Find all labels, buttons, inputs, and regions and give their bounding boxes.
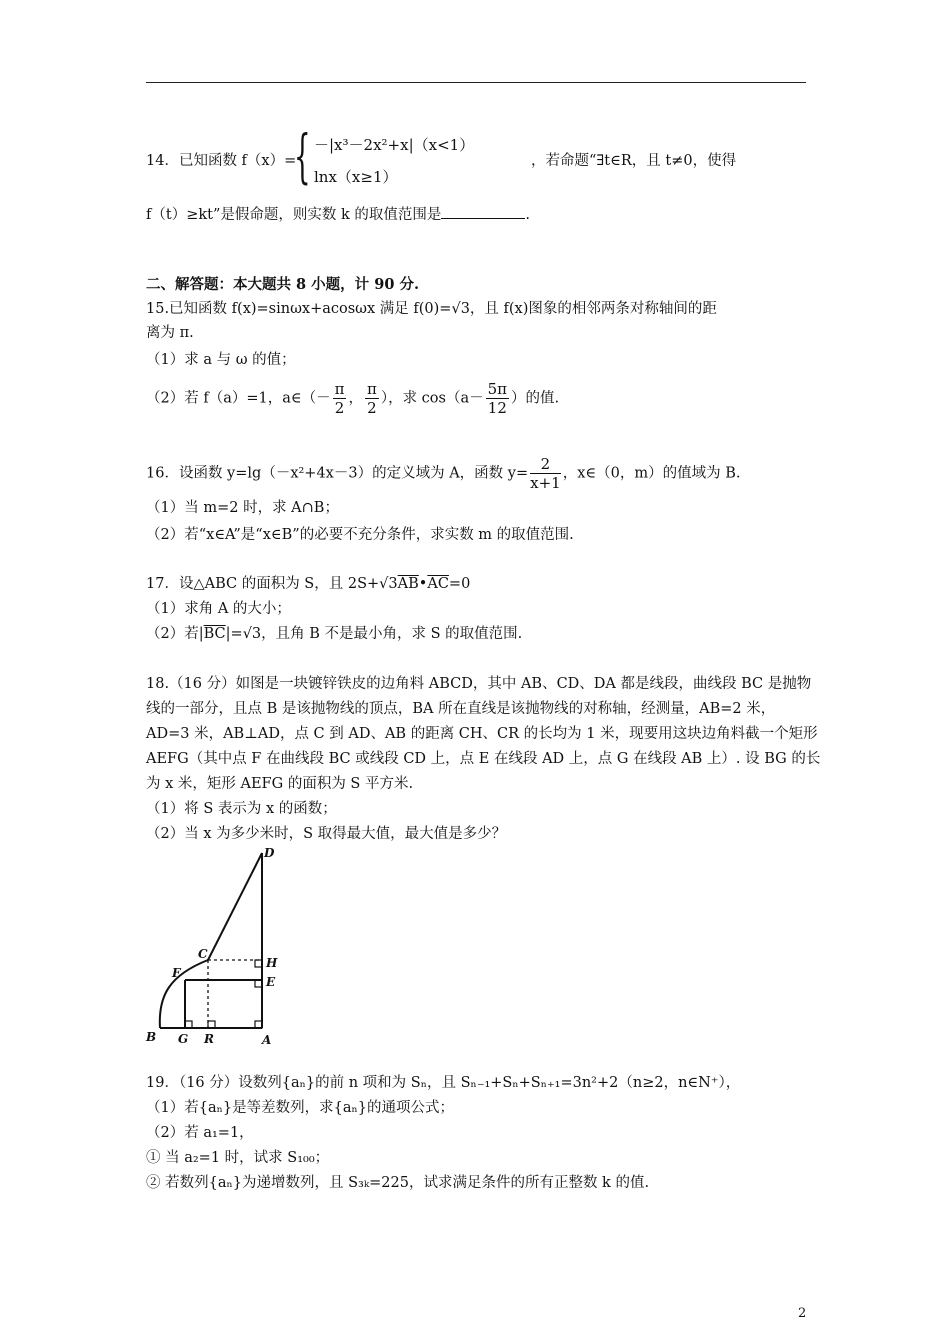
header-rule [146,82,806,83]
p16-line-3: （2）若“x∈A”是“x∈B”的必要不充分条件，求实数 m 的取值范围. [146,527,574,543]
p18-line-7: （2）当 x 为多少米时，S 取得最大值，最大值是多少？ [146,826,507,842]
numerator: 2 [530,455,561,474]
p15-l4-mid: ），求 cos（a－ [380,390,484,407]
p15-line-2: 离为 π. [146,325,194,341]
label-h: H [266,956,278,970]
fraction [486,380,509,417]
p15-l4-end: ）的值. [511,390,560,407]
p19-line-4: ① 当 a₂=1 时，试求 S₁₀₀； [146,1150,330,1166]
label-r: R [204,1032,214,1046]
p17-l1-start: 17．设△ABC 的面积为 S，且 2S+√3 [146,576,398,592]
answer-blank [441,204,525,219]
denominator: 2 [334,399,345,417]
vector-ab: $\overline{AB}$ [397,576,419,592]
p16-l1-start: 16．设函数 y=lg（－x²+4x－3）的定义域为 A，函数 y= [146,465,529,482]
p18-line-6: （1）将 S 表示为 x 的函数； [146,801,337,817]
p17-line-3 [146,624,522,644]
right-angle-h [255,960,262,967]
p17-l3-start: （2）若| [146,626,204,642]
p17-line-1 [146,574,470,594]
p15-line-4 [146,380,559,417]
p14-period: . [525,207,530,223]
p19-line-1: 19．（16 分）设数列{aₙ}的前 n 项和为 Sₙ，且 Sₙ₋₁+Sₙ+Sₙ₊₁=3n²+2（n≥2，n∈N⁺）， [146,1075,741,1091]
p19-line-5: ② 若数列{aₙ}为递增数列，且 S₃ₖ=225，试求满足条件的所有正整数 k 的值. [146,1175,650,1191]
right-angle-g [185,1021,192,1028]
p15-l4-start: （2）若 f（a）=1，a∈（－ [146,390,331,407]
p14-tail: ，若命题“∃t∈R，且 t≠0，使得 [531,153,737,169]
p16-line-2: （1）当 m=2 时，求 A∩B； [146,500,339,516]
p18-line-2: 线的一部分，且点 B 是该抛物线的顶点，BA 所在直线是该抛物线的对称轴，经测量，AB=2 米， [146,701,776,717]
vector-bc: $\overline{BC}$ [203,626,226,642]
p18-line-5: 为 x 米，矩形 AEFG 的面积为 S 平方米. [146,776,414,792]
p18-line-3: AD=3 米，AB⊥AD，点 C 到 AD、AB 的距离 CH、CR 的长均为 1 米，现要用这块边角料截一个矩形 [146,726,818,742]
section-title: 二、解答题：本大题共 8 小题，计 90 分. [146,276,420,293]
label-c: C [198,947,208,961]
label-f: F [172,966,181,980]
p19-line-3: （2）若 a₁=1， [146,1125,254,1141]
p17-line-2: （1）求角 A 的大小； [146,601,291,617]
p14-line2-text: f（t）≥kt”是假命题，则实数 k 的取值范围是 [146,207,442,223]
page-number: 2 [798,1306,807,1321]
label-b: B [146,1030,157,1044]
label-d: D [264,846,275,860]
p14-case-2: lnx（x≥1） [314,168,398,186]
p18-line-4: AEFG（其中点 F 在曲线段 BC 或线段 CD 上，点 E 在线段 AD 上，点 G 在线段 AB 上）. 设 BG 的长 [146,751,821,767]
dot-product: • [418,576,428,592]
p16-l1-end: ，x∈（0，m）的值域为 B. [562,465,741,482]
geometry-figure [140,845,290,1050]
p15-line-1: 15.已知函数 f(x)=sinωx+acosωx 满足 f(0)=√3，且 f(x)图象的相邻两条对称轴间的距 [146,301,717,317]
right-angle-a [255,1021,262,1028]
p17-l1-end: =0 [448,576,471,592]
denominator: 2 [367,399,377,417]
p18-line-1: 18.（16 分）如图是一块镀锌铁皮的边角料 ABCD，其中 AB、CD、DA 都是线段，曲线段 BC 是抛物 [146,676,812,692]
problem-14-line-2 [146,204,530,225]
segment-dc [208,853,262,960]
label-e: E [266,975,276,989]
numerator: 5π [487,380,508,398]
p17-l3-end: |=√3，且角 B 不是最小角，求 S 的取值范围. [225,626,523,642]
fraction [365,380,379,417]
label-g: G [178,1032,189,1046]
p14-case-1: －|x³－2x²+x|（x<1） [314,136,475,154]
numerator: π [366,380,377,398]
denominator: x+1 [530,474,561,492]
p15-line-3: （1）求 a 与 ω 的值； [146,352,296,368]
denominator: 12 [487,399,507,417]
p16-line-1 [146,455,740,492]
piecewise-brace: { [294,122,311,190]
right-angle-r [208,1021,215,1028]
comma: ， [348,390,363,407]
fraction [530,455,561,492]
p14-label: 14．已知函数 f（x）= [146,153,297,169]
right-angle-e [255,980,262,987]
curve-bc [160,960,208,1028]
fraction [333,380,347,417]
numerator: π [334,380,345,398]
vector-ac: $\overline{AC}$ [427,576,449,592]
label-a: A [262,1033,272,1047]
p19-line-2: （1）若{aₙ}是等差数列，求{aₙ}的通项公式； [146,1100,454,1116]
